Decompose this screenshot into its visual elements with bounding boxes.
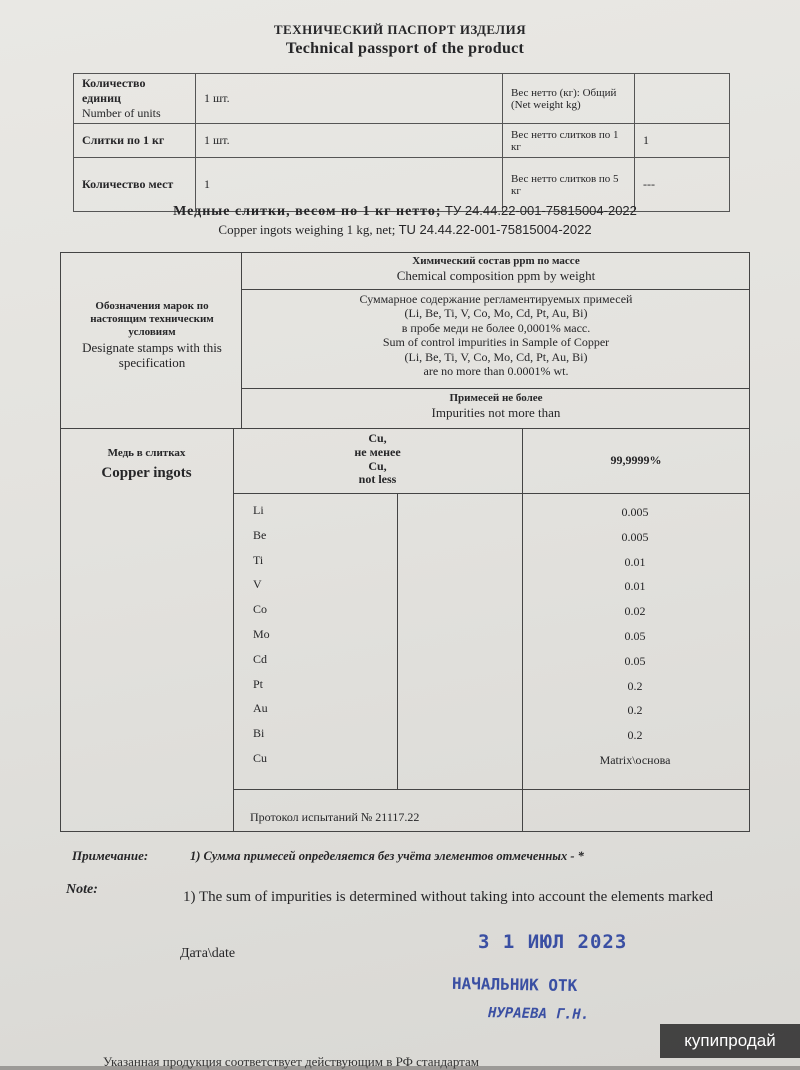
note-label-ru: Примечание: (72, 848, 149, 863)
product-name (60, 447, 233, 482)
product-en: Copper ingots (101, 465, 192, 482)
net-weight-1kg-value: 1 (635, 124, 730, 158)
note-text-en: 1) The sum of impurities is determined without taking into account the elements marked (183, 889, 714, 905)
caption-en-spec: TU 24.44.22-001-75815004-2022 (398, 222, 592, 237)
element-symbol: Ti (253, 553, 264, 567)
designate-ru: Обозначения марок по настоящим техническим условиям (90, 300, 214, 339)
table-row (74, 124, 730, 158)
element-value: 0.2 (627, 703, 643, 717)
title-ru: ТЕХНИЧЕСКИЙ ПАСПОРТ ИЗДЕЛИЯ (273, 22, 527, 37)
cu-head-en: Cu, (368, 458, 387, 473)
element-symbol: Pt (253, 677, 264, 691)
title-en: Technical passport of the product (285, 40, 525, 57)
product-ru: Медь в слитках (107, 447, 186, 459)
sum-ru-line: в пробе меди не более 0,0001% масс. (401, 320, 591, 335)
element-symbol: Li (253, 503, 264, 517)
sum-en-line: Sum of control impurities in Sample of Copper (382, 335, 610, 350)
divider (241, 388, 750, 389)
element-value: 0.02 (624, 604, 646, 618)
divider (233, 789, 750, 790)
element-value: 0.01 (624, 555, 646, 569)
sum-ru-line: (Li, Be, Ti, V, Co, Mo, Cd, Pt, Au, Bi) (404, 306, 588, 321)
impurities-header (242, 392, 750, 421)
ingots-1kg-value: 1 шт. (196, 124, 503, 158)
divider (397, 493, 398, 789)
divider (233, 493, 750, 494)
position-stamp: НАЧАЛЬНИК ОТК (451, 973, 578, 996)
element-symbol: Be (253, 528, 267, 542)
element-value: 0.2 (627, 728, 643, 742)
sum-ru-line: Суммарное содержание регламентируемых примесей (359, 292, 633, 306)
units-label-ru: Количество единиц (82, 76, 146, 105)
caption-en-text: Copper ingots weighing 1 kg, net; (218, 222, 396, 237)
impurities-ru: Примесей не более (449, 392, 543, 404)
net-weight-total-value (635, 74, 730, 124)
element-symbol: Cu (253, 751, 268, 765)
caption-ru-text: Медные слитки, весом по 1 кг нетто; (173, 204, 442, 219)
element-symbol: Au (253, 701, 268, 715)
sum-en-line: are no more than 0.0001% wt. (423, 363, 569, 378)
chem-composition-en: Chemical composition ppm by weight (396, 268, 596, 284)
impurities-sum-text (242, 292, 750, 378)
caption-en (0, 222, 800, 238)
divider (241, 289, 750, 290)
test-protocol: Протокол испытаний № 21117.22 (250, 810, 420, 824)
places-value: 1 (196, 158, 503, 212)
element-value: 0.005 (621, 530, 649, 544)
cu-min-value: 99,9999% (610, 453, 662, 467)
table-row (74, 74, 730, 124)
units-value: 1 шт. (196, 74, 503, 124)
net-weight-5kg-value: --- (635, 158, 730, 212)
element-value: Matrix\основа (599, 753, 671, 767)
note-label-en: Note: (66, 882, 98, 897)
element-value: 0.2 (627, 679, 643, 693)
element-symbol: Cd (253, 652, 268, 666)
date-label: Дата\date (180, 946, 236, 961)
net-weight-total-label: Вес нетто (кг): Общий (Net weight kg) (503, 74, 635, 124)
name-stamp: НУРАЕВА Г.Н. (487, 1005, 590, 1023)
cu-not-less-en: not less (358, 472, 397, 487)
cu-min-header (233, 432, 522, 487)
cu-head: Cu, (368, 431, 387, 445)
element-value: 0.05 (624, 629, 646, 643)
element-symbol: V (253, 577, 262, 591)
designate-stamps (72, 300, 232, 371)
watermark: купипродай (660, 1024, 800, 1058)
date-stamp: 3 1 ИЮЛ 2023 (478, 931, 628, 953)
summary-table (73, 73, 730, 212)
note-text-ru: 1) Сумма примесей определяется без учёта элементов отмеченных - * (190, 849, 584, 863)
net-weight-1kg-label: Вес нетто слитков по 1 кг (503, 124, 635, 158)
element-symbol: Bi (253, 726, 265, 740)
chem-composition-ru: Химический состав ppm по массе (412, 255, 580, 267)
net-weight-5kg-label: Вес нетто слитков по 5 кг (503, 158, 635, 212)
footer-text: Указанная продукция соответствует действующим в РФ стандартам (103, 1054, 479, 1069)
divider (522, 428, 523, 832)
element-symbol: Co (253, 602, 268, 616)
impurities-en: Impurities not more than (431, 405, 561, 421)
caption-ru-spec: ТУ 24.44.22-001-75815004-2022 (445, 203, 637, 218)
element-value: 0.05 (624, 654, 646, 668)
sum-en-line: (Li, Be, Ti, V, Co, Mo, Cd, Pt, Au, Bi) (404, 349, 588, 364)
divider (233, 428, 234, 832)
places-label: Количество мест (74, 158, 196, 212)
caption-ru (0, 203, 800, 220)
element-value: 0.005 (621, 505, 649, 519)
element-symbol: Mo (253, 627, 270, 641)
element-value: 0.01 (624, 579, 646, 593)
cu-not-less-ru: не менее (354, 444, 401, 459)
designate-en: Designate stamps with this specification (82, 339, 222, 371)
ingots-1kg-label: Слитки по 1 кг (74, 124, 196, 158)
units-label-en: Number of units (82, 106, 161, 120)
chem-composition-header (242, 255, 750, 284)
divider (60, 428, 750, 429)
